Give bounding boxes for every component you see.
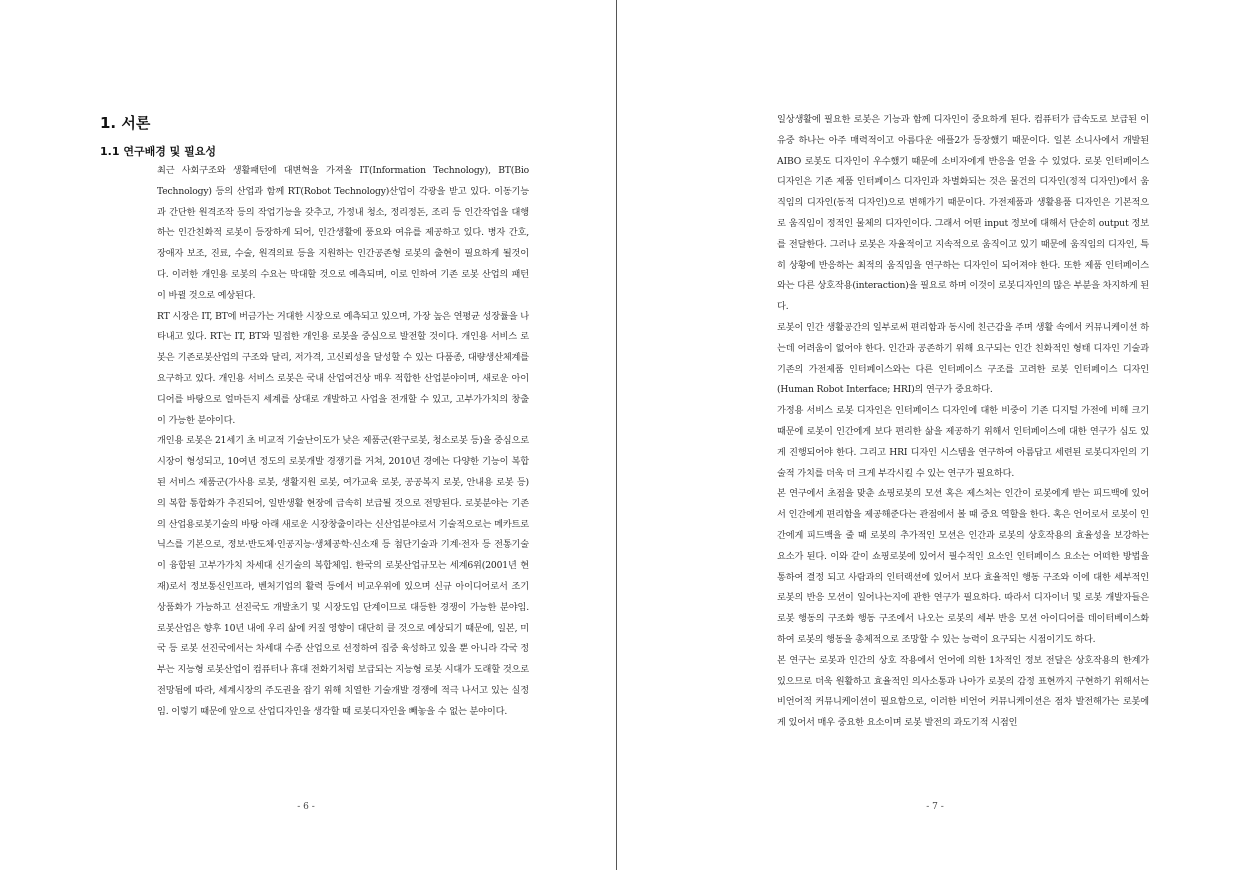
paragraph: 본 연구에서 초점을 맞춘 쇼핑로봇의 모션 혹은 제스처는 인간이 로봇에게 받는 피드백에 있어서 인간에게 편리함을 제공해준다는 관점에서 볼 때 중요 역할을 한다. 혹은 언어로서 로봇이 인간에게 피드백을 줄 때 로봇의 추가적인 모션은 인간과 로봇의 상호작용의 효율성을 보강하는 요소가 된다. 이와 같이 쇼핑로봇에 있어서 필수적인 요소인 인터페이스 요소는 어떠한 방법을 통하여 결정 되고 사람과의 인터랙션에 있어서 보다 효율적인 행동 구조와 이에 대한 세부적인 로봇의 반응 모션이 일어나는지에 관한 연구가 필요하다. 따라서 디자이너 및 로봇 개발자들은 로봇 행동의 구조화 행동 구조에서 나오는 로봇의 세부 반응 모션 아이디어를 데이터베이스화 하여 로봇의 행동을 총체적으로 조망할 수 있는 능력이 요구되는 시점이기도 하다.: [777, 488, 1149, 645]
paragraph: 가정용 서비스 로봇 디자인은 인터페이스 디자인에 대한 비중이 기존 디지털 가전에 비해 크기 때문에 로봇이 인간에게 보다 편리한 삶을 제공하기 위해서 인터페이스에 대한 연구가 심도 있게 진행되어야 한다. 그리고 HRI 디자인 시스템을 연구하여 아름답고 세련된 로봇디자인의 기술적 가치를 더욱 더 크게 부각시킬 수 있는 연구가 필요하다.: [777, 405, 1149, 479]
right-page-body: [777, 110, 1149, 734]
page-number: - 7 -: [926, 802, 944, 812]
paragraph: 일상생활에 필요한 로봇은 기능과 함께 디자인이 중요하게 된다. 컴퓨터가 급속도로 보급된 이유중 하나는 아주 매력적이고 아름다운 애플2가 등장했기 때문이다. 일본 소니사에서 개발된 AIBO 로봇도 디자인이 우수했기 때문에 소비자에게 반응을 얻을 수 있었다. 로봇 인터페이스 디자인은 기존 제품 인터페이스 디자인과 차별화되는 것은 물건의 디자인(정적 디자인)에서 움직임의 디자인(동적 디자인)으로 변해가기 때문이다. 가전제품과 생활용품 디자인은 기본적으로 움직임이 정적인 물체의 디자인이다. 그래서 어떤 input 정보에 대해서 단순히 output 정보를 전달한다. 그러나 로봇은 자율적이고 지속적으로 움직이고 있기 때문에 움직임의 디자인, 특히 상황에 반응하는 최적의 움직임을 연구하는 디자인이 되어져야 한다. 또한 제품 인터페이스와는 다른 상호작용(interaction)을 필요로 하며 이것이 로봇디자인의 많은 부분을 차지하게 된다.: [777, 114, 1149, 313]
paragraph: RT 시장은 IT, BT에 버금가는 거대한 시장으로 예측되고 있으며, 가장 높은 연평균 성장률을 나타내고 있다. RT는 IT, BT와 밀접한 개인용 로봇을 중심으로 발전할 것이다. 개인용 서비스 로봇은 기존로봇산업의 구조와 달리, 저가격, 고신뢰성을 달성할 수 있는 다품종, 대량생산체계를 요구하고 있다. 개인용 서비스 로봇은 국내 산업여건상 매우 적합한 산업분야이며, 새로운 아이디어를 바탕으로 얼마든지 세계를 상대로 개발하고 사업을 전개할 수 있고, 고부가가치의 창출이 가능한 분야이다.: [157, 310, 529, 426]
right-page: [617, 0, 1233, 870]
section-heading: 1.1 연구배경 및 필요성: [100, 145, 216, 158]
paragraph: 개인용 로봇은 21세기 초 비교적 기술난이도가 낮은 제품군(완구로봇, 청소로봇 등)을 중심으로 시장이 형성되고, 10여년 정도의 로봇개발 경쟁기를 거쳐, 2010년 경에는 다양한 기능이 복합된 서비스 제품군(가사용 로봇, 생활지원 로봇, 여가교육 로봇, 공공복지 로봇, 안내용 로봇 등)의 복합 통합화가 추진되어, 일반생활 현장에 급속히 보급될 것으로 전망된다. 로봇분야는 기존의 산업용로봇기술의 바탕 아래 새로운 시장창출이라는 신산업분야로서 기술적으로는 메카트로닉스를 기본으로, 정보·반도체·인공지능·생체공학·신소재 등 첨단기술과 기계·전자 등 전통기술이 융합된 고부가가치 차세대 신기술의 복합체임. 한국의 로봇산업규모는 세계6위(2001년 현재)로서 정보통신인프라, 벤처기업의 활력 등에서 비교우위에 있으며 신규 아이디어로서 조기 상품화가 가능하고 선진국도 개발초기 및 시장도입 단계이므로 대등한 경쟁이 가능한 분야임. 로봇산업은 향후 10년 내에 우리 삶에 커질 영향이 대단히 클 것으로 예상되기 때문에, 일본, 미국 등 로봇 선진국에서는 차세대 수종 산업으로 선정하여 집중 육성하고 있을 뿐 아니라 각국 정부는 지능형 로봇산업이 컴퓨터나 휴대 전화기처럼 보급되는 지능형 로봇 시대가 도래할 것으로 전망됨에 따라, 세계시장의 주도권을 잡기 위해 치열한 기술개발 경쟁에 적극 나서고 있는 실정임. 이렇기 때문에 앞으로 산업디자인을 생각할 때 로봇디자인을 빼놓을 수 없는 분야이다.: [157, 435, 529, 717]
left-page: [0, 0, 616, 870]
paragraph: 본 연구는 로봇과 인간의 상호 작용에서 언어에 의한 1차적인 정보 전달은 상호작용의 한계가 있으므로 더욱 원활하고 효율적인 의사소통과 나아가 로봇의 감정 표현까지 구현하기 위해서는 비언어적 커뮤니케이션이 필요함으로, 이러한 비언어 커뮤니케이션은 점차 발전해가는 로봇에게 있어서 매우 중요한 요소이며 로봇 발전의 과도기적 시점인: [777, 654, 1149, 729]
paragraph: 최근 사회구조와 생활패턴에 대변혁을 가져올 IT(Information Technology), BT(Bio Technology) 등의 산업과 함께 RT(Robot Technology)산업이 각광을 받고 있다. 이동기능과 간단한 원격조작 등의 작업기능을 갖추고, 가정내 청소, 정리정돈, 조리 등 인간작업을 대행하는 인간친화적 로봇이 등장하게 되어, 인간생활에 풍요와 여유를 제공하고 있다. 병자 간호, 장애자 보조, 진료, 수술, 원격의료 등을 지원하는 인간공존형 로봇의 출현이 필요하게 될것이다. 이러한 개인용 로봇의 수요는 막대할 것으로 예측되며, 이로 인하여 기존 로봇 산업의 패턴이 바뀔 것으로 예상된다.: [157, 165, 529, 301]
paragraph: 로봇이 인간 생활공간의 일부로써 편리함과 동시에 친근감을 주며 생활 속에서 커뮤니케이션 하는데 어려움이 없어야 한다. 인간과 공존하기 위해 요구되는 인간 친화적인 형태 디자인 기술과 기존의 가전제품 인터페이스와는 다른 인터페이스 구조를 고려한 로봇 인터페이스 디자인(Human Robot Interface; HRI)의 연구가 중요하다.: [777, 321, 1149, 396]
chapter-heading: 1. 서론: [100, 114, 151, 132]
page-number: - 6 -: [297, 802, 315, 812]
left-page-body: [157, 161, 529, 723]
